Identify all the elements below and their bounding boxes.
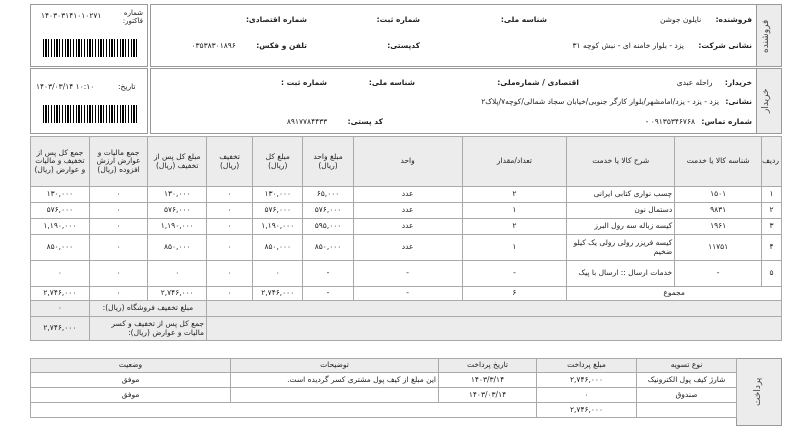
cell: عدد bbox=[353, 219, 462, 235]
empty-cell bbox=[207, 317, 782, 341]
cell: ۱,۱۹۰,۰۰۰ bbox=[253, 219, 303, 235]
payment-section-label: پرداخت bbox=[753, 377, 763, 407]
cell: ۱ bbox=[762, 187, 782, 203]
col-header-unit: واحد bbox=[353, 137, 462, 187]
cell: ۰ bbox=[31, 261, 90, 287]
seller-phone-line bbox=[192, 41, 308, 50]
table-row bbox=[31, 388, 737, 403]
cell: کیسه زباله سه رول البرز bbox=[567, 219, 675, 235]
cell: ۰ bbox=[253, 261, 303, 287]
cell: ۰ bbox=[148, 261, 207, 287]
seller-address-label: نشانی شرکت: bbox=[698, 41, 752, 50]
col-header-desc: شرح کالا یا خدمت bbox=[567, 137, 675, 187]
cell: ۰ bbox=[89, 219, 148, 235]
cell: ۵۷۶,۰۰۰ bbox=[148, 203, 207, 219]
cell: - bbox=[462, 261, 567, 287]
seller-name-label: فروشنده: bbox=[715, 15, 752, 24]
cell: ۲ bbox=[462, 219, 567, 235]
seller-phone-value: ۰۳۵۳۸۳۰۱۸۹۶ bbox=[191, 41, 236, 50]
cell: ۳ bbox=[762, 219, 782, 235]
store-discount-value: ۰ bbox=[31, 301, 90, 317]
seller-phone-label: تلفن و فکس: bbox=[256, 41, 307, 50]
seller-section-label: فروشنده bbox=[761, 19, 771, 53]
buyer-reg-no-label: شماره ثبت : bbox=[280, 78, 327, 87]
empty-cell bbox=[207, 301, 782, 317]
seller-section bbox=[150, 4, 782, 67]
col-header-discount: تخفیف (ریال) bbox=[207, 137, 253, 187]
cell: ۱۳۰,۰۰۰ bbox=[31, 187, 90, 203]
col-header-status: وضعیت bbox=[31, 359, 231, 373]
cell: - bbox=[353, 261, 462, 287]
cell: ۵۷۶,۰۰۰ bbox=[253, 203, 303, 219]
cell: ۱ bbox=[462, 203, 567, 219]
col-header-payment-date: تاریخ پرداخت bbox=[439, 359, 537, 373]
payment-table-header bbox=[31, 359, 737, 373]
store-discount-label: مبلغ تخفیف فروشگاه (ریال): bbox=[89, 301, 206, 317]
cell: موفق bbox=[31, 388, 231, 403]
cell: ۸۵۰,۰۰۰ bbox=[31, 235, 90, 261]
cell: ۱۱۷۵۱ bbox=[675, 235, 762, 261]
cell: ۵۹۵,۰۰۰ bbox=[303, 219, 353, 235]
cell: ۰ bbox=[89, 261, 148, 287]
cell: - bbox=[675, 261, 762, 287]
cell: ۰ bbox=[89, 203, 148, 219]
cell: دستمال نون bbox=[567, 203, 675, 219]
buyer-contact-label: شماره تماس: bbox=[701, 117, 752, 126]
payment-table bbox=[30, 358, 737, 418]
buyer-address-label: نشانی: bbox=[725, 97, 752, 106]
seller-national-id-label: شناسه ملی: bbox=[500, 15, 547, 24]
payment-total-row bbox=[31, 403, 737, 418]
col-header-payment-amount: مبلغ پرداخت bbox=[537, 359, 637, 373]
total-qty: ۶ bbox=[462, 287, 567, 301]
seller-address-value: یزد - بلوار خامنه ای - نبش کوچه ۳۱ bbox=[572, 41, 684, 50]
buyer-econ-label: اقتصادی / شماره‌ملی: bbox=[497, 78, 579, 87]
cell: ۵۷۶,۰۰۰ bbox=[303, 203, 353, 219]
seller-address-line bbox=[573, 41, 752, 50]
cell: عدد bbox=[353, 235, 462, 261]
cell: ۱ bbox=[462, 235, 567, 261]
col-header-row: ردیف bbox=[762, 137, 782, 187]
total-discount: ۰ bbox=[207, 287, 253, 301]
items-table-header bbox=[31, 137, 782, 187]
cell: ۰ bbox=[207, 261, 253, 287]
table-row bbox=[31, 373, 737, 388]
cell: ۲ bbox=[462, 187, 567, 203]
col-header-settlement-type: نوع تسویه bbox=[637, 359, 737, 373]
cell: - bbox=[303, 261, 353, 287]
col-header-qty: تعداد/مقدار bbox=[462, 137, 567, 187]
cell: ۵۷۶,۰۰۰ bbox=[31, 203, 90, 219]
total-grand: ۲,۷۴۶,۰۰۰ bbox=[31, 287, 90, 301]
total-tax: ۰ bbox=[89, 287, 148, 301]
total-unit: - bbox=[353, 287, 462, 301]
table-row bbox=[31, 187, 782, 203]
invoice-number-label: شماره فاکتور: bbox=[122, 9, 143, 26]
cell: ۰ bbox=[207, 203, 253, 219]
total-row-label: مجموع bbox=[567, 287, 782, 301]
cell: ۶۵,۰۰۰ bbox=[303, 187, 353, 203]
cell: ۸۵۰,۰۰۰ bbox=[253, 235, 303, 261]
cell: خدمات ارسال :: ارسال با پیک bbox=[567, 261, 675, 287]
buyer-address-line bbox=[481, 97, 752, 106]
col-header-after-discount: مبلغ کل پس از تخفیف (ریال) bbox=[148, 137, 207, 187]
total-unit-price: - bbox=[303, 287, 353, 301]
cell: ۱۹۶۱ bbox=[675, 219, 762, 235]
invoice-date-value: ۱۴۰۳/۰۳/۱۴ ۱۰:۱۰ bbox=[36, 82, 95, 91]
buyer-address-value: یزد - یزد - یزد/امامشهر/بلوار کارگر جنوبی/خیابان سجاد شمالی/کوچه۷/پلاک۲ bbox=[481, 97, 719, 106]
cell: عدد bbox=[353, 187, 462, 203]
cell: چسب نواری کتابی ایرانی bbox=[567, 187, 675, 203]
buyer-section-label: خریدار bbox=[761, 88, 771, 114]
cell: ۸۵۰,۰۰۰ bbox=[148, 235, 207, 261]
cell: ۱,۱۹۰,۰۰۰ bbox=[148, 219, 207, 235]
cell: موفق bbox=[31, 373, 231, 388]
items-table bbox=[30, 136, 782, 341]
seller-name-line bbox=[660, 15, 752, 24]
payment-total-value: ۲,۷۴۶,۰۰۰ bbox=[537, 403, 637, 418]
invoice-date-label: تاریخ: bbox=[118, 82, 136, 91]
cell: ۸۵۰,۰۰۰ bbox=[303, 235, 353, 261]
cell: ۰ bbox=[207, 219, 253, 235]
col-header-unit-price: مبلغ واحد (ریال) bbox=[303, 137, 353, 187]
cell: ۱۵۰۱ bbox=[675, 187, 762, 203]
table-row bbox=[31, 203, 782, 219]
cell: ۲,۷۴۶,۰۰۰ bbox=[537, 373, 637, 388]
final-total-value: ۲,۷۴۶,۰۰۰ bbox=[31, 317, 90, 341]
cell bbox=[231, 388, 439, 403]
buyer-contact-line bbox=[646, 117, 752, 126]
buyer-postal-value: ۸۹۱۷۷۸۴۴۳۳ bbox=[286, 117, 328, 126]
invoice-date-barcode bbox=[43, 105, 139, 123]
final-total-row bbox=[31, 317, 782, 341]
buyer-postal-line bbox=[287, 117, 383, 126]
cell: ۲ bbox=[762, 203, 782, 219]
cell: ۱۴۰۳/۳/۱۴ bbox=[439, 373, 537, 388]
cell: ۰ bbox=[207, 187, 253, 203]
buyer-name-value: راحله عبدی bbox=[676, 78, 713, 87]
table-row bbox=[31, 261, 782, 287]
cell: ۹۸۳۱ bbox=[675, 203, 762, 219]
cell: عدد bbox=[353, 203, 462, 219]
invoice-number-value: ۱۴۰۳۰۳۱۴۱۰۱۰۲۷۱ bbox=[41, 11, 102, 20]
cell: کیسه فریزر رولی رولی یک کیلو ضخیم bbox=[567, 235, 675, 261]
col-header-code: شناسه کالا یا خدمت bbox=[675, 137, 762, 187]
empty-cell bbox=[637, 403, 737, 418]
cell: ۰ bbox=[207, 235, 253, 261]
cell: صندوق bbox=[637, 388, 737, 403]
buyer-contact-value: ۰۹۱۳۵۳۴۶۷۶۸ - bbox=[645, 117, 696, 126]
cell: ۱۳۰,۰۰۰ bbox=[253, 187, 303, 203]
cell: شارژ کیف پول الکترونیک bbox=[637, 373, 737, 388]
invoice-date-box bbox=[30, 68, 148, 134]
cell: ۱۴۰۳/۰۳/۱۴ bbox=[439, 388, 537, 403]
table-row bbox=[31, 235, 782, 261]
cell: ۴ bbox=[762, 235, 782, 261]
cell: ۰ bbox=[89, 235, 148, 261]
seller-postal-label: کدپستی: bbox=[387, 41, 420, 50]
col-header-grand: جمع کل پس از تخفیف و مالیات و عوارض (ریال) bbox=[31, 137, 90, 187]
col-header-notes: توضیحات bbox=[231, 359, 439, 373]
cell: ۰ bbox=[89, 187, 148, 203]
total-amount: ۲,۷۴۶,۰۰۰ bbox=[253, 287, 303, 301]
col-header-tax: جمع مالیات و عوارض ارزش افزوده (ریال) bbox=[89, 137, 148, 187]
cell: ۱۳۰,۰۰۰ bbox=[148, 187, 207, 203]
items-total-row bbox=[31, 287, 782, 301]
table-row bbox=[31, 219, 782, 235]
buyer-name-line bbox=[677, 78, 752, 87]
cell: ۵ bbox=[762, 261, 782, 287]
cell: این مبلغ از کیف پول مشتری کسر گردیده است. bbox=[231, 373, 439, 388]
empty-cell bbox=[31, 403, 537, 418]
buyer-national-id-label: شناسه ملی: bbox=[368, 78, 415, 87]
col-header-total: مبلغ کل (ریال) bbox=[253, 137, 303, 187]
cell: ۰ bbox=[537, 388, 637, 403]
seller-econ-no-label: شماره اقتصادی: bbox=[245, 15, 307, 24]
seller-reg-no-label: شماره ثبت: bbox=[376, 15, 420, 24]
cell: ۱,۱۹۰,۰۰۰ bbox=[31, 219, 90, 235]
total-after-discount: ۲,۷۴۶,۰۰۰ bbox=[148, 287, 207, 301]
final-total-label: جمع کل پس از تخفیف و کسر مالیات و عوارض (ریال): bbox=[89, 317, 206, 341]
buyer-name-label: خریدار: bbox=[724, 78, 752, 87]
seller-name-value: نایلون جوشن bbox=[659, 15, 702, 24]
store-discount-row bbox=[31, 301, 782, 317]
buyer-postal-label: کد پستی: bbox=[347, 117, 383, 126]
invoice-number-barcode bbox=[43, 39, 139, 57]
